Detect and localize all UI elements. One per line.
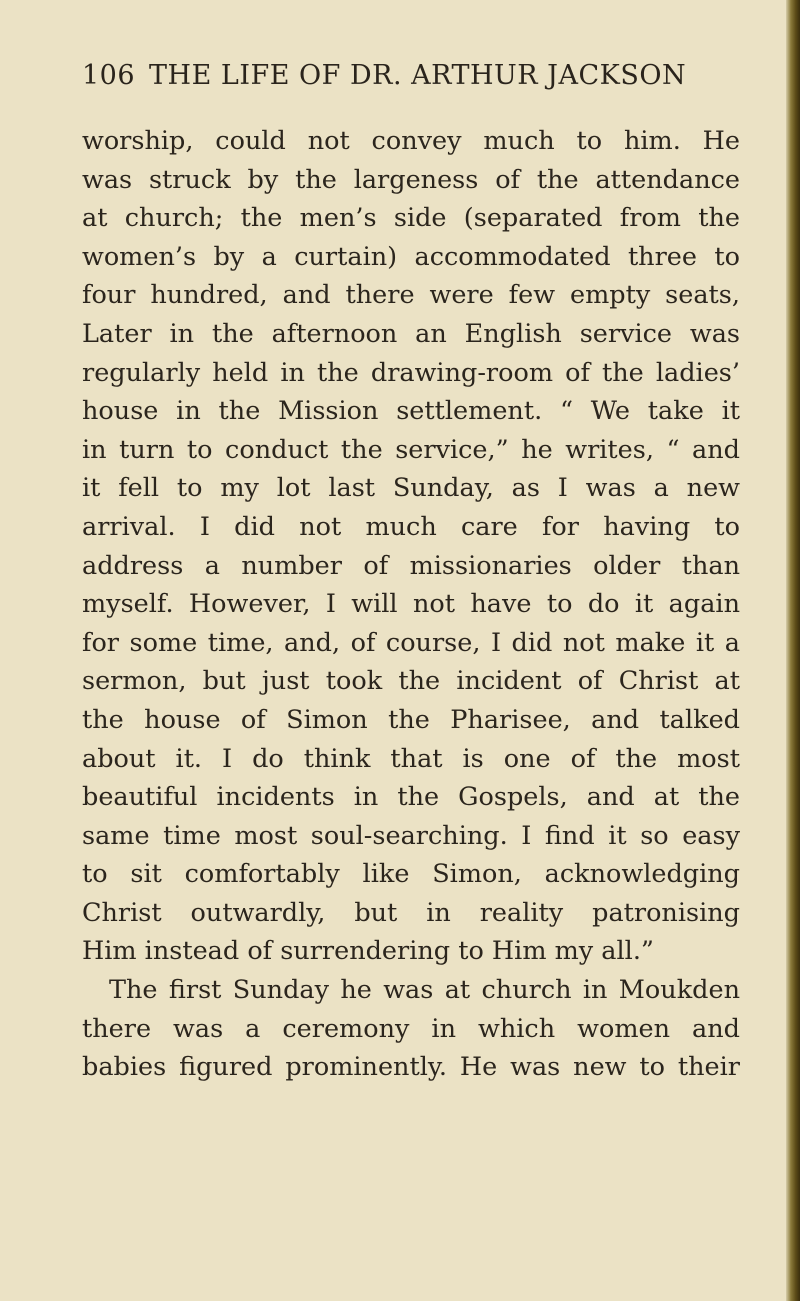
text-line: at church; the men’s side (separated from the	[82, 203, 740, 234]
text-line: women’s by a curtain) accommodated three to	[82, 241, 740, 272]
text-line: beautiful incidents in the Gospels, and at the	[82, 782, 740, 813]
text-line: myself. However, I will not have to do it again	[82, 589, 740, 620]
text-line: same time most soul-searching. I find it so easy	[82, 820, 740, 851]
running-title: THE LIFE OF DR. ARTHUR JACKSON	[149, 60, 687, 91]
page-number: 106	[82, 60, 136, 91]
running-head	[82, 60, 702, 91]
text-line: arrival. I did not much care for having to	[82, 511, 740, 542]
text-line: about it. I do think that is one of the most	[82, 743, 740, 774]
text-line: sermon, but just took the incident of Christ at	[82, 666, 740, 697]
text-line: in turn to conduct the service,” he writes, “ and	[82, 434, 740, 465]
text-line: four hundred, and there were few empty seats,	[82, 280, 740, 311]
text-line: there was a ceremony in which women and	[82, 1013, 740, 1044]
text-line: worship, could not convey much to him. He	[82, 126, 740, 156]
text-line: regularly held in the drawing-room of the ladies’	[82, 357, 740, 388]
text-line: house in the Mission settlement. “ We take it	[82, 396, 740, 427]
text-line: address a number of missionaries older than	[82, 550, 740, 581]
text-line: babies figured prominently. He was new to their	[82, 1052, 740, 1083]
page-edge	[786, 0, 800, 1301]
text-line: it fell to my lot last Sunday, as I was a new	[82, 473, 740, 504]
text-line: The first Sunday he was at church in Moukden	[109, 975, 740, 1006]
body-text	[82, 122, 740, 1087]
text-line: Him instead of surrendering to Him my all.”	[82, 936, 654, 967]
text-line: for some time, and, of course, I did not make it a	[82, 627, 740, 658]
text-line: Later in the afternoon an English service was	[82, 318, 740, 349]
text-line: to sit comfortably like Simon, acknowledging	[82, 859, 740, 890]
text-line: the house of Simon the Pharisee, and talked	[82, 704, 740, 735]
text-line: was struck by the largeness of the attendance	[82, 164, 740, 195]
text-line: Christ outwardly, but in reality patronising	[82, 897, 740, 928]
